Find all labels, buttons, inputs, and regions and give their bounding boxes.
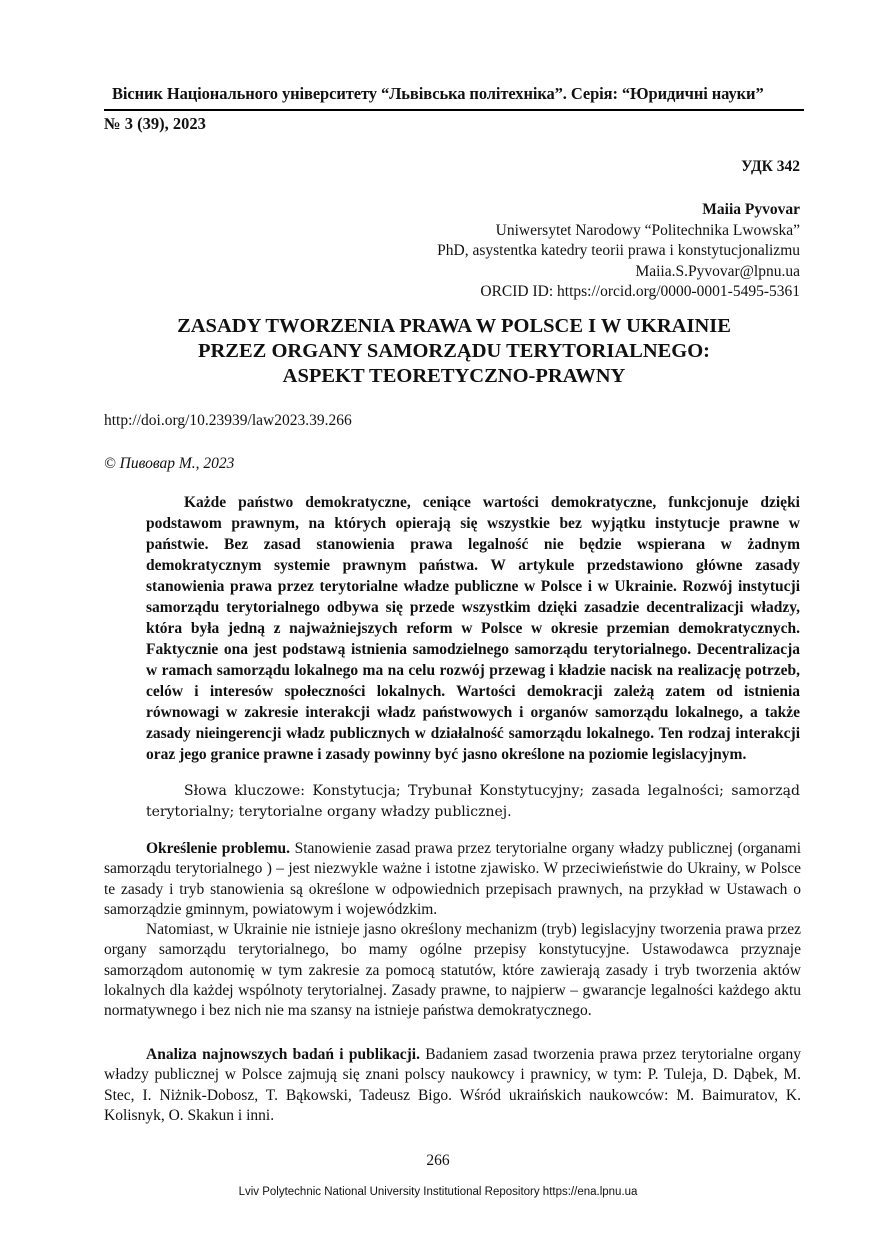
paragraph: Natomiast, w Ukrainie nie istnieje jasno określony mechanizm (tryb) legislacyjny tworzenia prawa przez organy samorządu terytorialnego, bo mamy ogólne przepisy konstytucyjne. Ustawodawca przyznaje samorządom autonomię w tym zakresie za pomocą statutów, które zawierają zasady i tryb tworzenia aktów lokalnych dla każdej wspólnoty terytorialnej. Zasady prawne, to najpierw – gwarancje legalności każdego aktu normatywnego i bez nich nie ma szansy na istnieje państwa demokratycznego. [104,921,801,1020]
doi-link[interactable]: http://doi.org/10.23939/law2023.39.266 [104,412,352,429]
header-divider [104,109,804,111]
section-literature-review [104,1045,801,1126]
author-email[interactable]: Maiia.S.Pyvovar@lpnu.ua [635,262,800,280]
section-problem-statement [104,839,801,1022]
title-line-2: PRZEZ ORGANY SAMORZĄDU TERYTORIALNEGO: [197,340,711,362]
issue-number: № 3 (39), 2023 [104,114,206,133]
article-title [104,314,804,389]
abstract: Każde państwo demokratyczne, ceniące wartości demokratyczne, funkcjonuje dzięki podstawom prawnym, na których opierają się wszystkie bez wyjątku instytucje prawne w państwie. Bez zasad stanowienia prawa legalność nie będzie wspierana w żadnym demokratycznym systemie prawnym państwa. W artykule przedstawiono główne zasady stanowienia prawa przez terytorialne władze publiczne w Polsce i w Ukrainie. Rozwój instytucji samorządu terytorialnego odbywa się przede wszystkim dzięki zasadzie decentralizacji władzy, która była jedną z najważniejszych reform w Polsce w okresie przemian demokratycznych. Faktycznie ona jest podstawą istnienia samodzielnego samorządu terytorialnego. Decentralizacja w ramach samorządu lokalnego ma na celu rozwój przewag i kładzie nacisk na realizację potrzeb, celów i interesów społeczności lokalnych. Wartości demokracji zależą zatem od istnienia równowagi w zakresie interakcji władz państwowych i organów samorządu lokalnego, a także zasady nieingerencji władz publicznych w działalność samorządu lokalnego. Ten rodzaj interakcji oraz jego granice prawne i zasady powinny być jasno określone na poziomie legislacyjnym. [146,494,800,763]
author-affiliation: Uniwersytet Narodowy “Politechnika Lwowska” [495,221,800,239]
paragraph [104,1045,801,1126]
author-orcid[interactable]: ORCID ID: https://orcid.org/0000-0001-5495-5361 [480,283,800,300]
page-number: 266 [426,1152,450,1169]
author-block [437,200,800,303]
repository-footer: Lviv Polytechnic National University Institutional Repository https://ena.lpnu.ua [238,1186,638,1198]
paragraph-text: Badaniem zasad tworzenia prawa przez terytorialne organy władzy publicznej w Polsce zajmują się znani polscy naukowcy i prawnicy, w tym: P. Tuleja, D. Dąbek, M. Stec, I. Niżnik-Dobosz, T. Bąkowski, Tadeusz Bigo. Wśród ukraińskich naukowców: M. Baimuratov, K. Kolisnyk, O. Skakun i inni. [104,1046,801,1124]
author-name: Maiia Pyvovar [702,201,800,218]
section-heading: Analiza najnowszych badań i publikacji. [146,1046,420,1063]
paragraph-text: Stanowienie zasad prawa przez terytorialne organy władzy publicznej (organami samorządu terytorialnego ) – jest niezwykle ważne i istotne zjawisko. W przeciwieństwie do Ukrainy, w Polsce te zasady i tryb stanowienia są określone w odpowiednich przepisach prawnych, na przykład w Ustawach o samorządzie gminnym, powiatowym i wojewódzkim. [104,840,802,918]
section-heading: Określenie problemu. [146,840,290,857]
udk-code: УДК 342 [741,158,800,175]
keywords: Słowa kluczowe: Konstytucja; Trybunał Konstytucyjny; zasada legalności; samorząd terytorialny; terytorialne organy władzy publicznej. [146,783,800,820]
author-position: PhD, asystentka katedry teorii prawa i konstytucjonalizmu [437,242,800,259]
copyright-notice: © Пивовар М., 2023 [104,455,235,472]
paragraph [104,839,801,920]
journal-header: Вісник Національного університету “Львівська політехніка”. Серія: “Юридичні науки” [112,84,764,103]
title-line-3: ASPEKT TEORETYCZNO-PRAWNY [282,365,626,387]
title-line-1: ZASADY TWORZENIA PRAWA W POLSCE I W UKRAINIE [177,315,731,337]
